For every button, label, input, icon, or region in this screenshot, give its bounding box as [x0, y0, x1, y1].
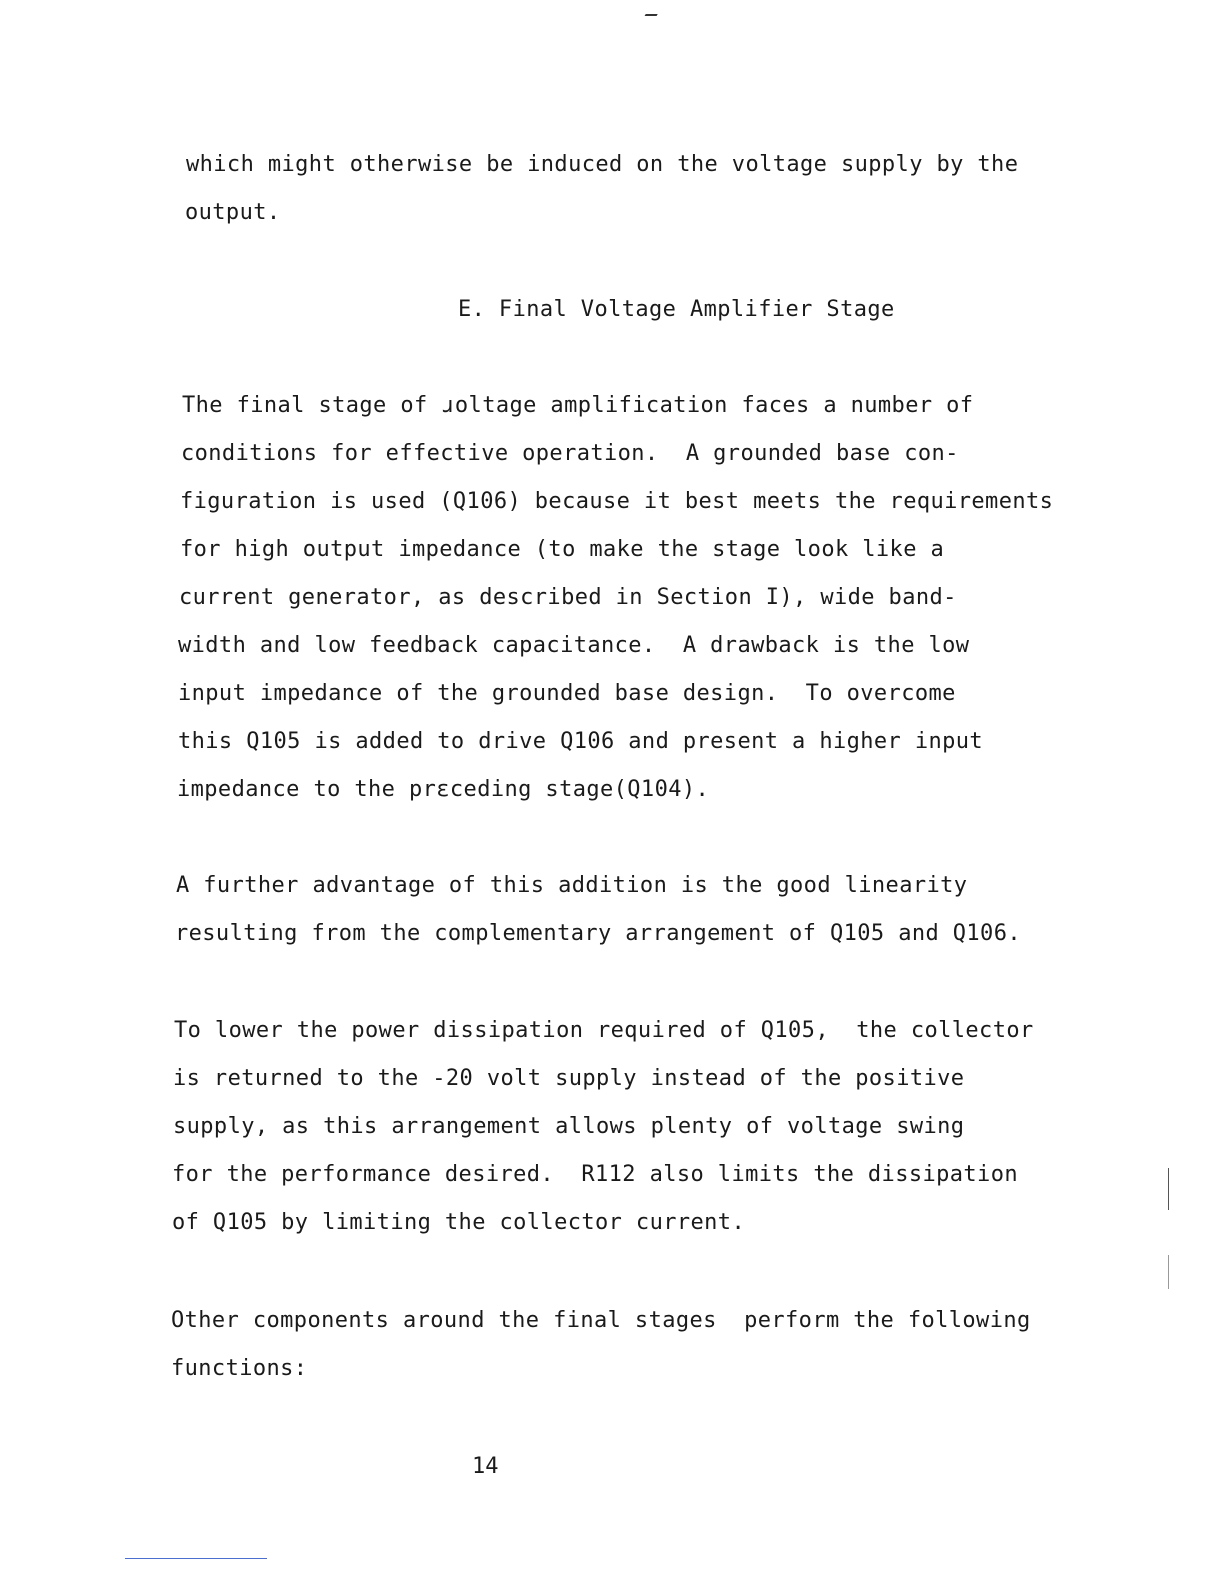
- text-line: of Q105 by limiting the collector current.: [172, 1210, 746, 1235]
- text-line: resulting from the complementary arrangement of Q105 and Q106.: [175, 921, 1021, 946]
- text-line: supply, as this arrangement allows plenty of voltage swing: [173, 1114, 965, 1139]
- text-line: Other components around the final stages perform the following: [171, 1308, 1031, 1333]
- text-line: current generator, as described in Section I), wide band-: [179, 585, 957, 610]
- text-line: for high output impedance (to make the stage look like a: [180, 537, 945, 562]
- text-line: input impedance of the grounded base design. To overcome: [178, 681, 956, 706]
- scan-margin-mark: [1168, 1168, 1169, 1210]
- scan-margin-mark: [1168, 1255, 1169, 1289]
- text-line: To lower the power dissipation required of Q105, the collector: [174, 1018, 1034, 1043]
- text-line: for the performance desired. R112 also limits the dissipation: [172, 1162, 1018, 1187]
- scan-bottom-line: [125, 1558, 267, 1559]
- section-heading: E. Final Voltage Amplifier Stage: [458, 297, 895, 322]
- text-line: A further advantage of this addition is the good linearity: [176, 873, 968, 898]
- page-number: 14: [472, 1454, 499, 1479]
- text-line: width and low feedback capacitance. A drawback is the low: [178, 633, 970, 658]
- text-line: figuration is used (Q106) because it best meets the requirements: [180, 489, 1054, 514]
- text-line: which might otherwise be induced on the voltage supply by the: [186, 152, 1019, 177]
- scan-top-mark: [642, 14, 657, 20]
- text-line: The final stage of ɹoltage amplification faces a number of: [182, 393, 974, 418]
- text-line: this Q105 is added to drive Q106 and present a higher input: [178, 729, 984, 754]
- text-line: is returned to the -20 volt supply instead of the positive: [173, 1066, 965, 1091]
- text-line: conditions for effective operation. A grounded base con-: [181, 441, 959, 466]
- text-line: impedance to the prεceding stage(Q104).: [177, 777, 710, 802]
- text-line: functions:: [171, 1356, 308, 1381]
- text-line: output.: [185, 200, 281, 225]
